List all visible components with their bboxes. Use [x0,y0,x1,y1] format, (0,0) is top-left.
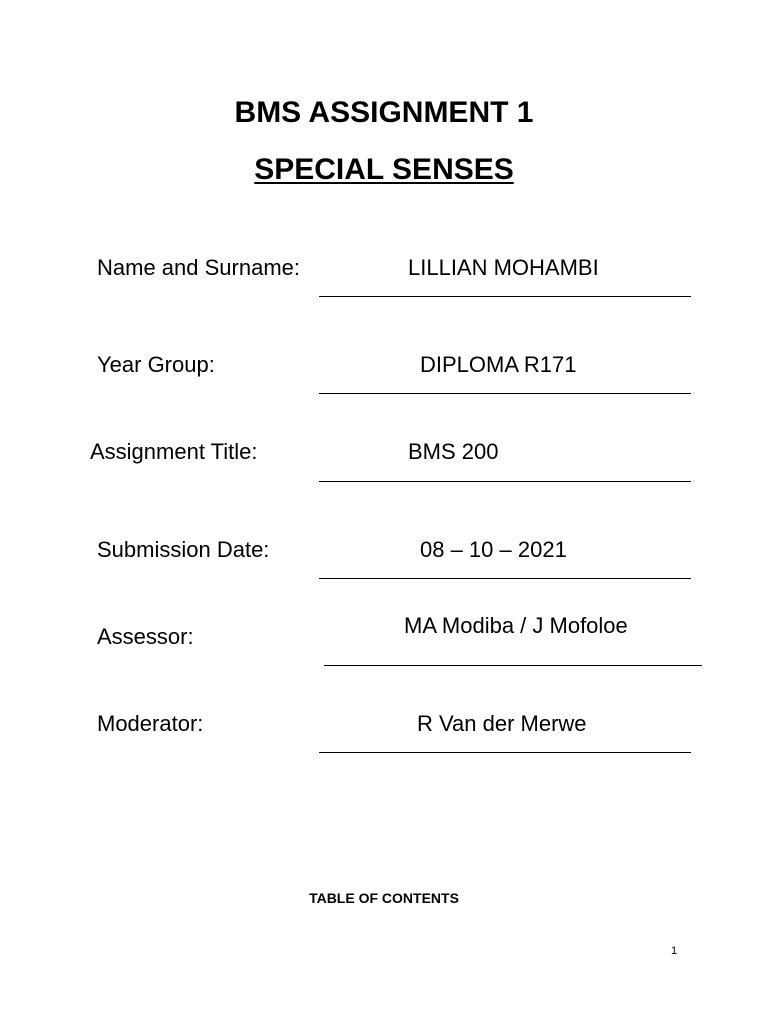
year-group-label: Year Group: [97,352,215,377]
name-surname-value: LILLIAN MOHAMBI [408,255,599,280]
moderator-label: Moderator: [97,711,204,736]
document-title: BMS ASSIGNMENT 1 [234,96,534,129]
submission-date-label: Submission Date: [97,537,270,562]
assessor-value: MA Modiba / J Mofoloe [404,613,628,638]
name-surname-label: Name and Surname: [97,255,300,280]
assessor-rule [324,665,702,666]
submission-date-value: 08 – 10 – 2021 [420,537,567,562]
submission-date-rule [319,578,691,579]
assignment-title-value: BMS 200 [408,439,499,464]
name-surname-rule [319,296,691,297]
page-number: 1 [670,945,678,957]
moderator-value: R Van der Merwe [417,711,587,736]
assignment-title-label: Assignment Title: [90,439,258,464]
document-subtitle: SPECIAL SENSES [254,153,514,186]
table-of-contents-heading: TABLE OF CONTENTS [309,890,459,906]
assignment-title-rule [319,481,691,482]
year-group-rule [319,393,691,394]
year-group-value: DIPLOMA R171 [420,352,577,377]
moderator-rule [319,752,691,753]
assessor-label: Assessor: [97,624,194,649]
